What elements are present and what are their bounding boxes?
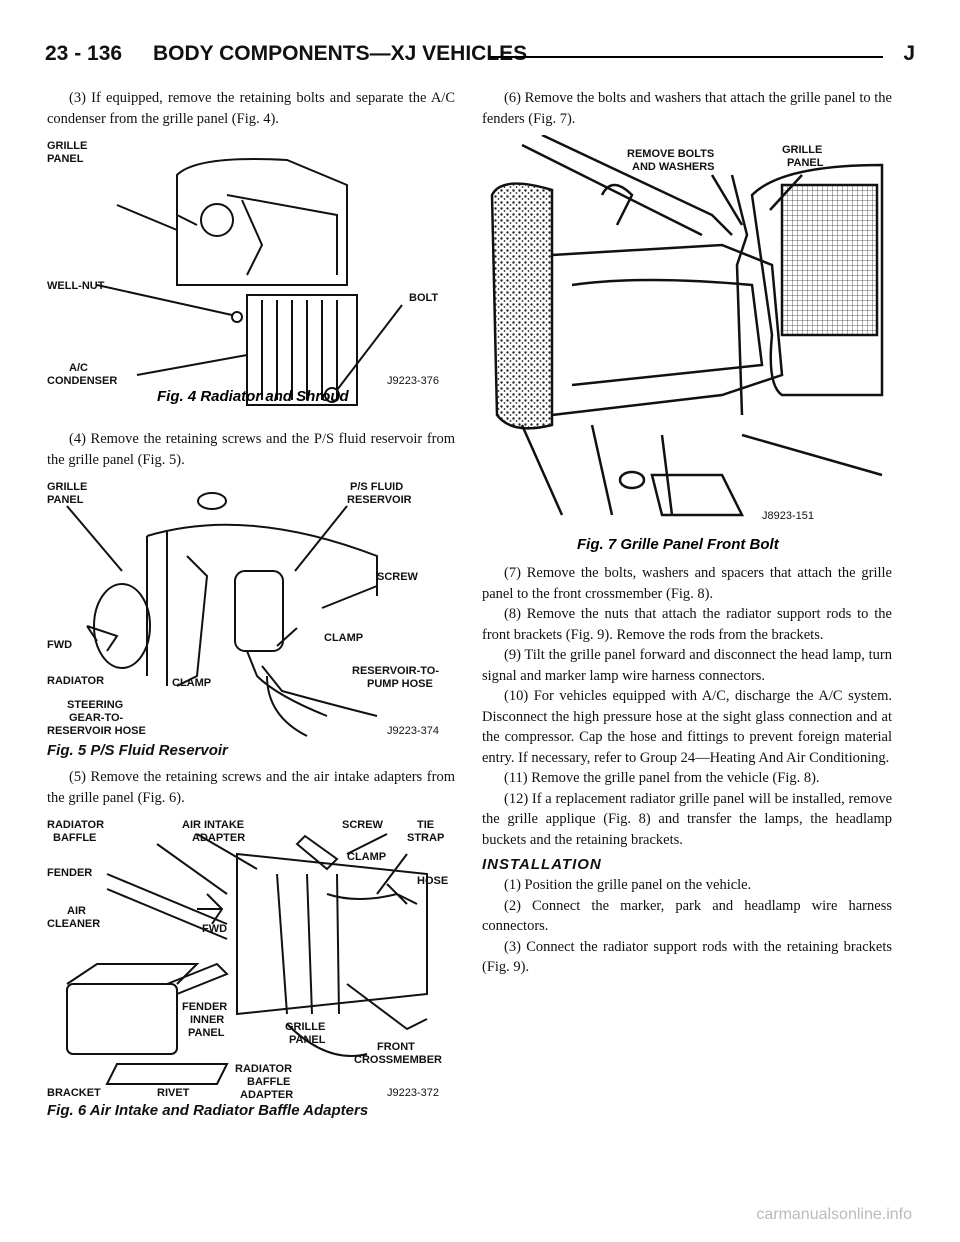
fig6-label-fc2: CROSSMEMBER <box>354 1054 443 1066</box>
watermark: carmanualsonline.info <box>756 1206 912 1223</box>
fig6-label-ai1: AIR INTAKE <box>182 819 245 831</box>
step-3: (3) If equipped, remove the retaining bolts and separate the A/C condenser from the grille panel (Fig. 4). <box>47 90 455 127</box>
fig6-label-clamp: CLAMP <box>347 851 387 863</box>
fig5-label-panel: PANEL <box>47 494 84 506</box>
fig6-illustration <box>47 814 455 1104</box>
fig5-label-reservoir-hose: RESERVOIR HOSE <box>47 725 146 737</box>
fig6-label-bracket: BRACKET <box>47 1087 101 1099</box>
fig4-code: J9223-376 <box>387 375 439 387</box>
fig7-code: J8923-151 <box>762 510 814 522</box>
step-5: (5) Remove the retaining screws and the air intake adapters from the grille panel (Fig. 6). <box>47 769 455 806</box>
fig6-label-fip3: PANEL <box>188 1027 225 1039</box>
fig4-label-wellnut: WELL-NUT <box>47 280 105 292</box>
fig5-label-rph2: PUMP HOSE <box>367 678 433 690</box>
figure-6 <box>47 814 455 1119</box>
fig5-label-radiator: RADIATOR <box>47 675 105 687</box>
step-9: (9) Tilt the grille panel forward and disconnect the head lamp, turn signal and marker lamp wire harness connectors. <box>482 647 892 684</box>
install-step-1: (1) Position the grille panel on the vehicle. <box>504 877 752 893</box>
figure-7 <box>482 135 892 555</box>
step-8: (8) Remove the nuts that attach the radiator support rods to the front brackets (Fig. 9). Remove the rods from the brackets. <box>482 606 892 643</box>
page-header <box>45 42 915 74</box>
fig5-label-clamp-left: CLAMP <box>172 677 212 689</box>
section-letter: J <box>903 42 915 65</box>
fig4-label-condenser: CONDENSER <box>47 375 118 387</box>
fig4-label-grille: GRILLE <box>47 140 88 152</box>
fig6-label-rivet: RIVET <box>157 1087 190 1099</box>
fig6-label-ai2: ADAPTER <box>192 832 246 844</box>
fig5-label-rph1: RESERVOIR-TO- <box>352 665 439 677</box>
installation-heading: INSTALLATION <box>482 856 602 873</box>
fig6-label-fip1: FENDER <box>182 1001 228 1013</box>
fig6-label-air: AIR <box>67 905 86 917</box>
fig6-caption: Fig. 6 Air Intake and Radiator Baffle Adapters <box>47 1102 369 1119</box>
fig7-label-rb2: AND WASHERS <box>632 161 715 173</box>
fig5-label-screw: SCREW <box>377 571 418 583</box>
fig6-label-fwd: FWD <box>202 923 228 935</box>
page-title: BODY COMPONENTS—XJ VEHICLES <box>153 42 528 65</box>
install-step-2: (2) Connect the marker, park and headlamp wire harness connectors. <box>482 897 892 934</box>
step-4: (4) Remove the retaining screws and the P/S fluid reservoir from the grille panel (Fig. 5). <box>47 431 455 468</box>
step-7: (7) Remove the bolts, washers and spacers that attach the grille panel to the front crossmember (Fig. 8). <box>482 565 892 602</box>
fig5-label-grille: GRILLE <box>47 481 88 493</box>
step-11: (11) Remove the grille panel from the vehicle (Fig. 8). <box>504 770 820 786</box>
fig7-illustration <box>482 135 892 555</box>
step-10: (10) For vehicles equipped with A/C, discharge the A/C system. Disconnect the high pressure hose at the sight glass connection and at the compressor. Cap the hose and fittings to prevent foreign material entry. If necessary, refer to Group 24—Heating And Air Conditioning. <box>482 688 892 766</box>
fig5-illustration <box>47 476 455 746</box>
fig7-caption: Fig. 7 Grille Panel Front Bolt <box>577 536 779 553</box>
fig4-label-panel: PANEL <box>47 153 84 165</box>
fig6-label-rba1: RADIATOR <box>235 1063 293 1075</box>
fig7-label-rb1: REMOVE BOLTS <box>627 148 715 160</box>
fig6-label-hose: HOSE <box>417 875 449 887</box>
fig6-label-cleaner: CLEANER <box>47 918 101 930</box>
fig6-label-rb2: BAFFLE <box>53 832 97 844</box>
fig6-label-rba3: ADAPTER <box>240 1089 294 1101</box>
fig6-label-rba2: BAFFLE <box>247 1076 291 1088</box>
figure-5 <box>47 476 455 759</box>
header-rule <box>490 56 883 58</box>
fig5-label-reservoir: RESERVOIR <box>347 494 412 506</box>
step-6: (6) Remove the bolts and washers that attach the grille panel to the fenders (Fig. 7). <box>482 90 892 127</box>
fig7-label-gp2: PANEL <box>787 157 824 169</box>
fig5-caption: Fig. 5 P/S Fluid Reservoir <box>47 742 228 759</box>
fig4-label-bolt: BOLT <box>409 292 439 304</box>
fig6-label-rb1: RADIATOR <box>47 819 105 831</box>
fig6-label-fender: FENDER <box>47 867 93 879</box>
install-step-3: (3) Connect the radiator support rods with the retaining brackets (Fig. 9). <box>482 938 892 975</box>
fig5-label-fwd: FWD <box>47 639 73 651</box>
right-column <box>482 88 892 978</box>
fig4-label-ac: A/C <box>69 362 88 374</box>
page-number: 23 - 136 <box>45 42 123 65</box>
fig6-label-gp2: PANEL <box>289 1034 326 1046</box>
left-column <box>47 88 455 1127</box>
fig6-label-fip2: INNER <box>190 1014 225 1026</box>
fig6-label-tie: TIE <box>417 819 435 831</box>
fig5-label-steering: STEERING <box>67 699 124 711</box>
fig6-code: J9223-372 <box>387 1087 439 1099</box>
fig6-label-screw: SCREW <box>342 819 383 831</box>
fig5-label-clamp-right: CLAMP <box>324 632 364 644</box>
fig6-label-strap: STRAP <box>407 832 445 844</box>
fig5-code: J9223-374 <box>387 725 439 737</box>
fig4-illustration <box>47 135 455 421</box>
fig7-label-gp1: GRILLE <box>782 144 823 156</box>
fig6-label-gp1: GRILLE <box>285 1021 326 1033</box>
fig4-caption: Fig. 4 Radiator and Shroud <box>157 388 349 405</box>
step-12: (12) If a replacement radiator grille panel will be installed, remove the grille applique (Fig. 8) and transfer the lamps, the headlamp buckets and the retaining brackets. <box>482 790 892 848</box>
fig6-label-fc1: FRONT <box>377 1041 415 1053</box>
figure-4 <box>47 135 455 421</box>
fig5-label-gearto: GEAR-TO- <box>69 712 124 724</box>
fig5-label-ps: P/S FLUID <box>350 481 404 493</box>
